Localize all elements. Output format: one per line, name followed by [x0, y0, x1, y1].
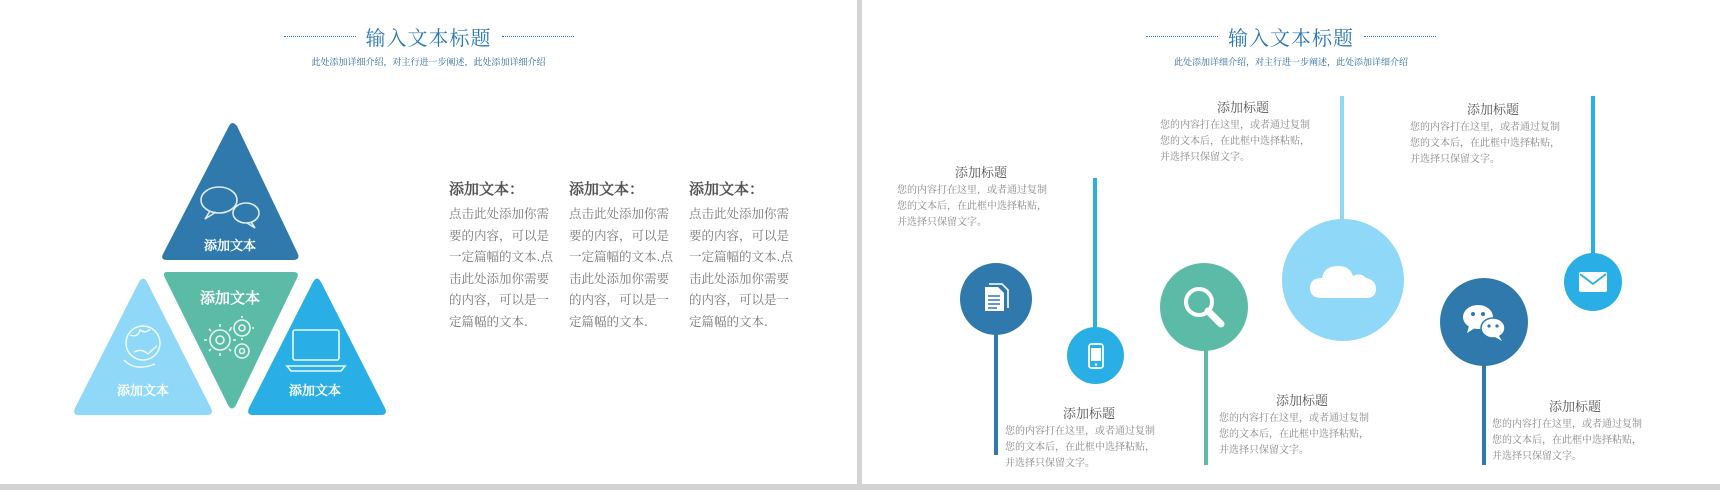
slide-right: [862, 0, 1720, 484]
wechat-icon: [1461, 302, 1507, 342]
wechat-circle[interactable]: [1440, 278, 1528, 366]
block-body[interactable]: 您的内容打在这里，或者通过复制 您的文本后，在此框中选择粘贴， 并选择只保留文字。: [1005, 426, 1155, 469]
text-column-2: [569, 178, 681, 332]
text-block-5: [1410, 99, 1580, 168]
title-dots-right: [1364, 36, 1436, 37]
slide2-subtitle[interactable]: 此处添加详细介绍，对主行进一步阐述，此处添加详细介绍: [1173, 58, 1408, 68]
stem-wechat: [1482, 360, 1486, 465]
text-block-6: [1492, 396, 1662, 465]
mail-circle[interactable]: [1564, 253, 1622, 311]
column-body[interactable]: 点击此处添加你需要的内容，可以是一定篇幅的文本.点击此处添加你需要的内容，可以是一定篇幅的文本.: [449, 206, 553, 329]
block-title[interactable]: 添加标题: [1276, 394, 1329, 409]
stem-phone: [1093, 178, 1097, 330]
slide-left: [0, 0, 857, 484]
column-heading[interactable]: 添加文本：: [569, 180, 645, 198]
slide1-subtitle[interactable]: 此处添加详细介绍，对主行进一步阐述，此处添加详细介绍: [311, 58, 546, 68]
triangle-middle-label[interactable]: 添加文本: [199, 289, 260, 307]
document-circle[interactable]: [960, 263, 1032, 335]
column-heading[interactable]: 添加文本：: [689, 180, 765, 198]
text-block-4: [1219, 390, 1389, 459]
title-dots-left: [1146, 36, 1218, 37]
block-body[interactable]: 您的内容打在这里，或者通过复制 您的文本后，在此框中选择粘贴， 并选择只保留文字。: [1219, 413, 1369, 456]
block-title[interactable]: 添加标题: [1217, 101, 1270, 116]
triangle-right-label[interactable]: 添加文本: [288, 384, 341, 399]
stem-mail: [1591, 96, 1595, 254]
phone-icon: [1088, 343, 1104, 369]
block-body[interactable]: 您的内容打在这里，或者通过复制 您的文本后，在此框中选择粘贴， 并选择只保留文字。: [1492, 419, 1642, 462]
triangle-left-label[interactable]: 添加文本: [116, 384, 169, 399]
search-circle[interactable]: [1160, 263, 1248, 351]
text-block-1: [897, 162, 1067, 231]
slide2-header: [862, 22, 1720, 68]
column-body[interactable]: 点击此处添加你需要的内容，可以是一定篇幅的文本.点击此处添加你需要的内容，可以是一定篇幅的文本.: [569, 206, 673, 329]
document-icon: [981, 283, 1011, 315]
block-title[interactable]: 添加标题: [1549, 400, 1602, 415]
mail-icon: [1578, 271, 1608, 293]
stem-search: [1204, 350, 1208, 465]
triangle-top-label[interactable]: 添加文本: [203, 239, 256, 254]
stem-document: [994, 330, 998, 455]
search-icon: [1181, 284, 1227, 330]
block-title[interactable]: 添加标题: [955, 166, 1008, 181]
block-body[interactable]: 您的内容打在这里，或者通过复制 您的文本后，在此框中选择粘贴， 并选择只保留文字。: [897, 185, 1047, 228]
block-body[interactable]: 您的内容打在这里，或者通过复制 您的文本后，在此框中选择粘贴， 并选择只保留文字。: [1410, 122, 1560, 165]
column-heading[interactable]: 添加文本：: [449, 180, 525, 198]
phone-circle[interactable]: [1067, 327, 1124, 384]
text-column-3: [689, 178, 801, 332]
slide1-title[interactable]: 输入文本标题: [365, 26, 492, 50]
text-column-1: [449, 178, 561, 332]
cloud-circle[interactable]: [1282, 219, 1404, 341]
cloud-icon: [1308, 260, 1378, 300]
block-body[interactable]: 您的内容打在这里，或者通过复制 您的文本后，在此框中选择粘贴， 并选择只保留文字。: [1160, 120, 1310, 163]
block-title[interactable]: 添加标题: [1063, 407, 1116, 422]
block-title[interactable]: 添加标题: [1467, 103, 1520, 118]
text-block-2: [1005, 403, 1175, 472]
slide2-title[interactable]: 输入文本标题: [1228, 26, 1354, 50]
stem-cloud: [1340, 96, 1344, 221]
column-body[interactable]: 点击此处添加你需要的内容，可以是一定篇幅的文本.点击此处添加你需要的内容，可以是一定篇幅的文本.: [689, 206, 793, 329]
text-block-3: [1160, 97, 1330, 166]
